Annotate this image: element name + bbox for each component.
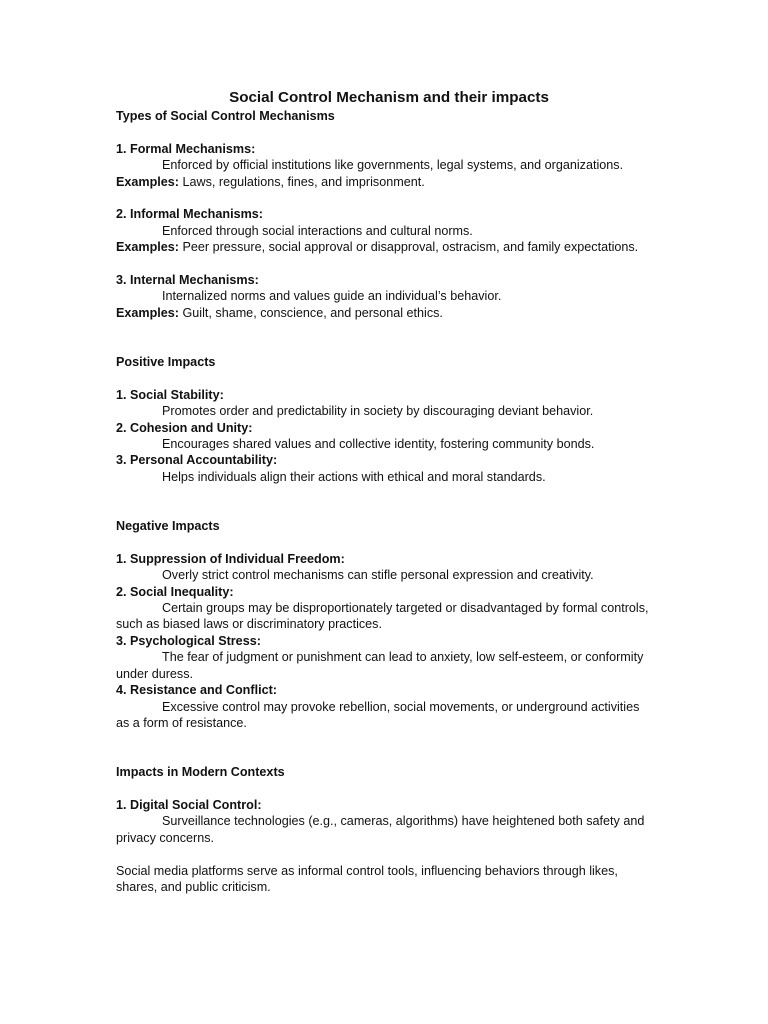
item-description: Internalized norms and values guide an individual’s behavior.	[162, 289, 502, 304]
item-examples	[116, 305, 656, 321]
item-title: 3. Internal Mechanisms:	[116, 273, 259, 288]
item-description: Encourages shared values and collective identity, fostering community bonds.	[162, 437, 595, 452]
item-title: 3. Psychological Stress:	[116, 633, 261, 648]
item-description: Promotes order and predictability in society by discouraging deviant behavior.	[162, 404, 594, 419]
negative-item-resistance	[116, 682, 656, 731]
section-heading-modern: Impacts in Modern Contexts	[116, 765, 285, 780]
negative-item-freedom	[116, 551, 656, 584]
item-description: Enforced by official institutions like governments, legal systems, and organizations.	[162, 158, 624, 173]
section-heading-negative: Negative Impacts	[116, 519, 220, 534]
section-heading-types: Types of Social Control Mechanisms	[116, 109, 335, 123]
item-title: 1. Digital Social Control:	[116, 797, 262, 812]
positive-item-accountability	[116, 452, 656, 485]
item-description: Overly strict control mechanisms can stifle personal expression and creativity.	[162, 568, 594, 583]
item-title: 4. Resistance and Conflict:	[116, 683, 277, 698]
positive-item-cohesion	[116, 420, 656, 453]
item-title: 2. Informal Mechanisms:	[116, 207, 263, 222]
examples-label: Examples:	[116, 240, 179, 255]
item-examples	[116, 174, 656, 190]
item-description: Helps individuals align their actions with ethical and moral standards.	[162, 469, 546, 484]
examples-text: Guilt, shame, conscience, and personal ethics.	[179, 305, 443, 320]
item-title: 3. Personal Accountability:	[116, 453, 278, 468]
item-title: 2. Social Inequality:	[116, 584, 234, 599]
item-description: The fear of judgment or punishment can lead to anxiety, low self-esteem, or conformity under duress.	[116, 650, 644, 681]
document-title: Social Control Mechanism and their impacts	[229, 89, 549, 106]
negative-item-inequality	[116, 584, 656, 633]
item-title: 1. Social Stability:	[116, 387, 224, 402]
item-description: Surveillance technologies (e.g., cameras, algorithms) have heightened both safety and privacy concerns.	[116, 814, 645, 845]
item-description: Certain groups may be disproportionately targeted or disadvantaged by formal controls, such as biased laws or discriminatory practices.	[116, 601, 649, 632]
types-item-formal	[116, 141, 656, 190]
negative-item-stress	[116, 633, 656, 682]
examples-label: Examples:	[116, 305, 179, 320]
item-title: 1. Formal Mechanisms:	[116, 141, 256, 156]
section-heading-positive: Positive Impacts	[116, 355, 216, 370]
item-description: Excessive control may provoke rebellion, social movements, or underground activities as a form of resistance.	[116, 699, 640, 730]
modern-item-digital	[116, 797, 656, 846]
examples-text: Laws, regulations, fines, and imprisonment.	[179, 174, 425, 189]
types-item-informal	[116, 206, 656, 255]
examples-text: Peer pressure, social approval or disapproval, ostracism, and family expectations.	[179, 240, 639, 255]
document-page	[116, 88, 656, 895]
item-title: 1. Suppression of Individual Freedom:	[116, 551, 345, 566]
item-examples	[116, 239, 656, 255]
positive-item-stability	[116, 387, 656, 420]
closing-paragraph: Social media platforms serve as informal control tools, influencing behaviors through likes, shares, and public criticism.	[116, 863, 618, 894]
item-title: 2. Cohesion and Unity:	[116, 420, 253, 435]
item-description: Enforced through social interactions and cultural norms.	[162, 223, 473, 238]
types-item-internal	[116, 272, 656, 321]
examples-label: Examples:	[116, 174, 179, 189]
